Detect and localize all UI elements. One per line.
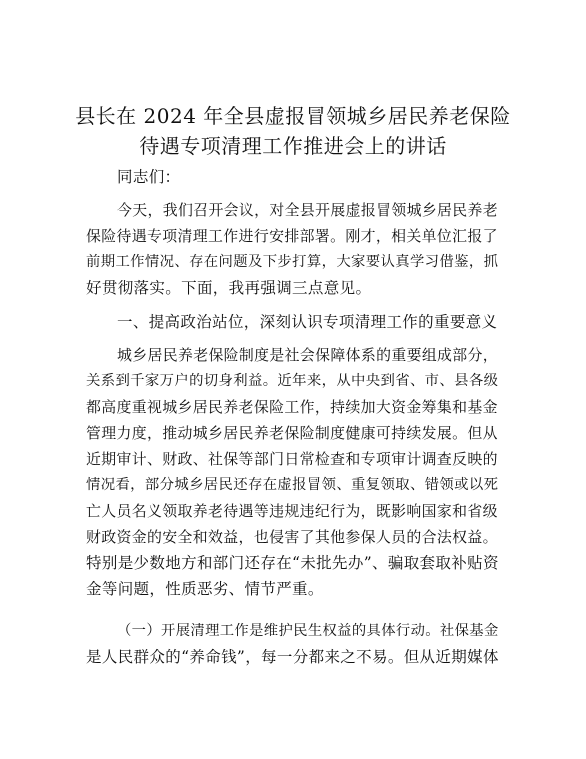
paragraph-line: （一）开展清理工作是维护民生权益的具体行动。社保基金 [117, 623, 499, 639]
paragraph-line: 是人民群众的“养命钱”，每一分都来之不易。但从近期媒体 [86, 648, 499, 666]
paragraph-line: 城乡居民养老保险制度是社会保障体系的重要组成部分， [117, 346, 499, 364]
paragraph-line: 亡人员名义领取养老待遇等违规违纪行为，既影响国家和省级 [86, 502, 498, 520]
document-title-line-2: 待遇专项清理工作推进会上的讲话 [139, 134, 447, 158]
paragraph-line: 情况看，部分城乡居民还存在虚报冒领、重复领取、错领或以死 [86, 477, 499, 493]
greeting [86, 164, 502, 190]
paragraph-significance [86, 342, 502, 602]
paragraph-line: 特别是少数地方和部门还存在“未批先办”、骗取套取补贴资 [86, 554, 499, 572]
paragraph-line: 保险待遇专项清理工作进行安排部署。刚才，相关单位汇报了 [86, 227, 498, 245]
paragraph-line: 好贯彻落实。下面，我再强调三点意见。 [86, 279, 372, 297]
greeting-text: 同志们： [117, 168, 181, 186]
section-heading-1 [86, 309, 502, 335]
paragraph-subsection-1 [86, 618, 502, 670]
paragraph-line: 近期审计、财政、社保等部门日常检查和专项审计调查反映的 [86, 450, 498, 468]
paragraph-line: 前期工作情况、存在问题及下步打算，大家要认真学习借鉴，抓 [86, 254, 499, 270]
paragraph-line: 今天，我们召开会议，对全县开展虚报冒领城乡居民养老 [117, 201, 499, 219]
paragraph-line: 都高度重视城乡居民养老保险工作，持续加大资金筹集和基金 [86, 398, 498, 416]
paragraph-line: 金等问题，性质恶劣、情节严重。 [86, 580, 324, 598]
section-heading-text: 一、提高政治站位，深刻认识专项清理工作的重要意义 [117, 313, 498, 331]
paragraph-line: 财政资金的安全和效益，也侵害了其他参保人员的合法权益。 [86, 528, 498, 546]
document-title-line-1: 县长在 2024 年全县虚报冒领城乡居民养老保险 [75, 104, 511, 128]
paragraph-opening [86, 197, 502, 301]
paragraph-line: 管理力度，推动城乡居民养老保险制度健康可持续发展。但从 [86, 424, 498, 442]
paragraph-line: 关系到千家万户的切身利益。近年来，从中央到省、市、县各级 [86, 373, 499, 389]
